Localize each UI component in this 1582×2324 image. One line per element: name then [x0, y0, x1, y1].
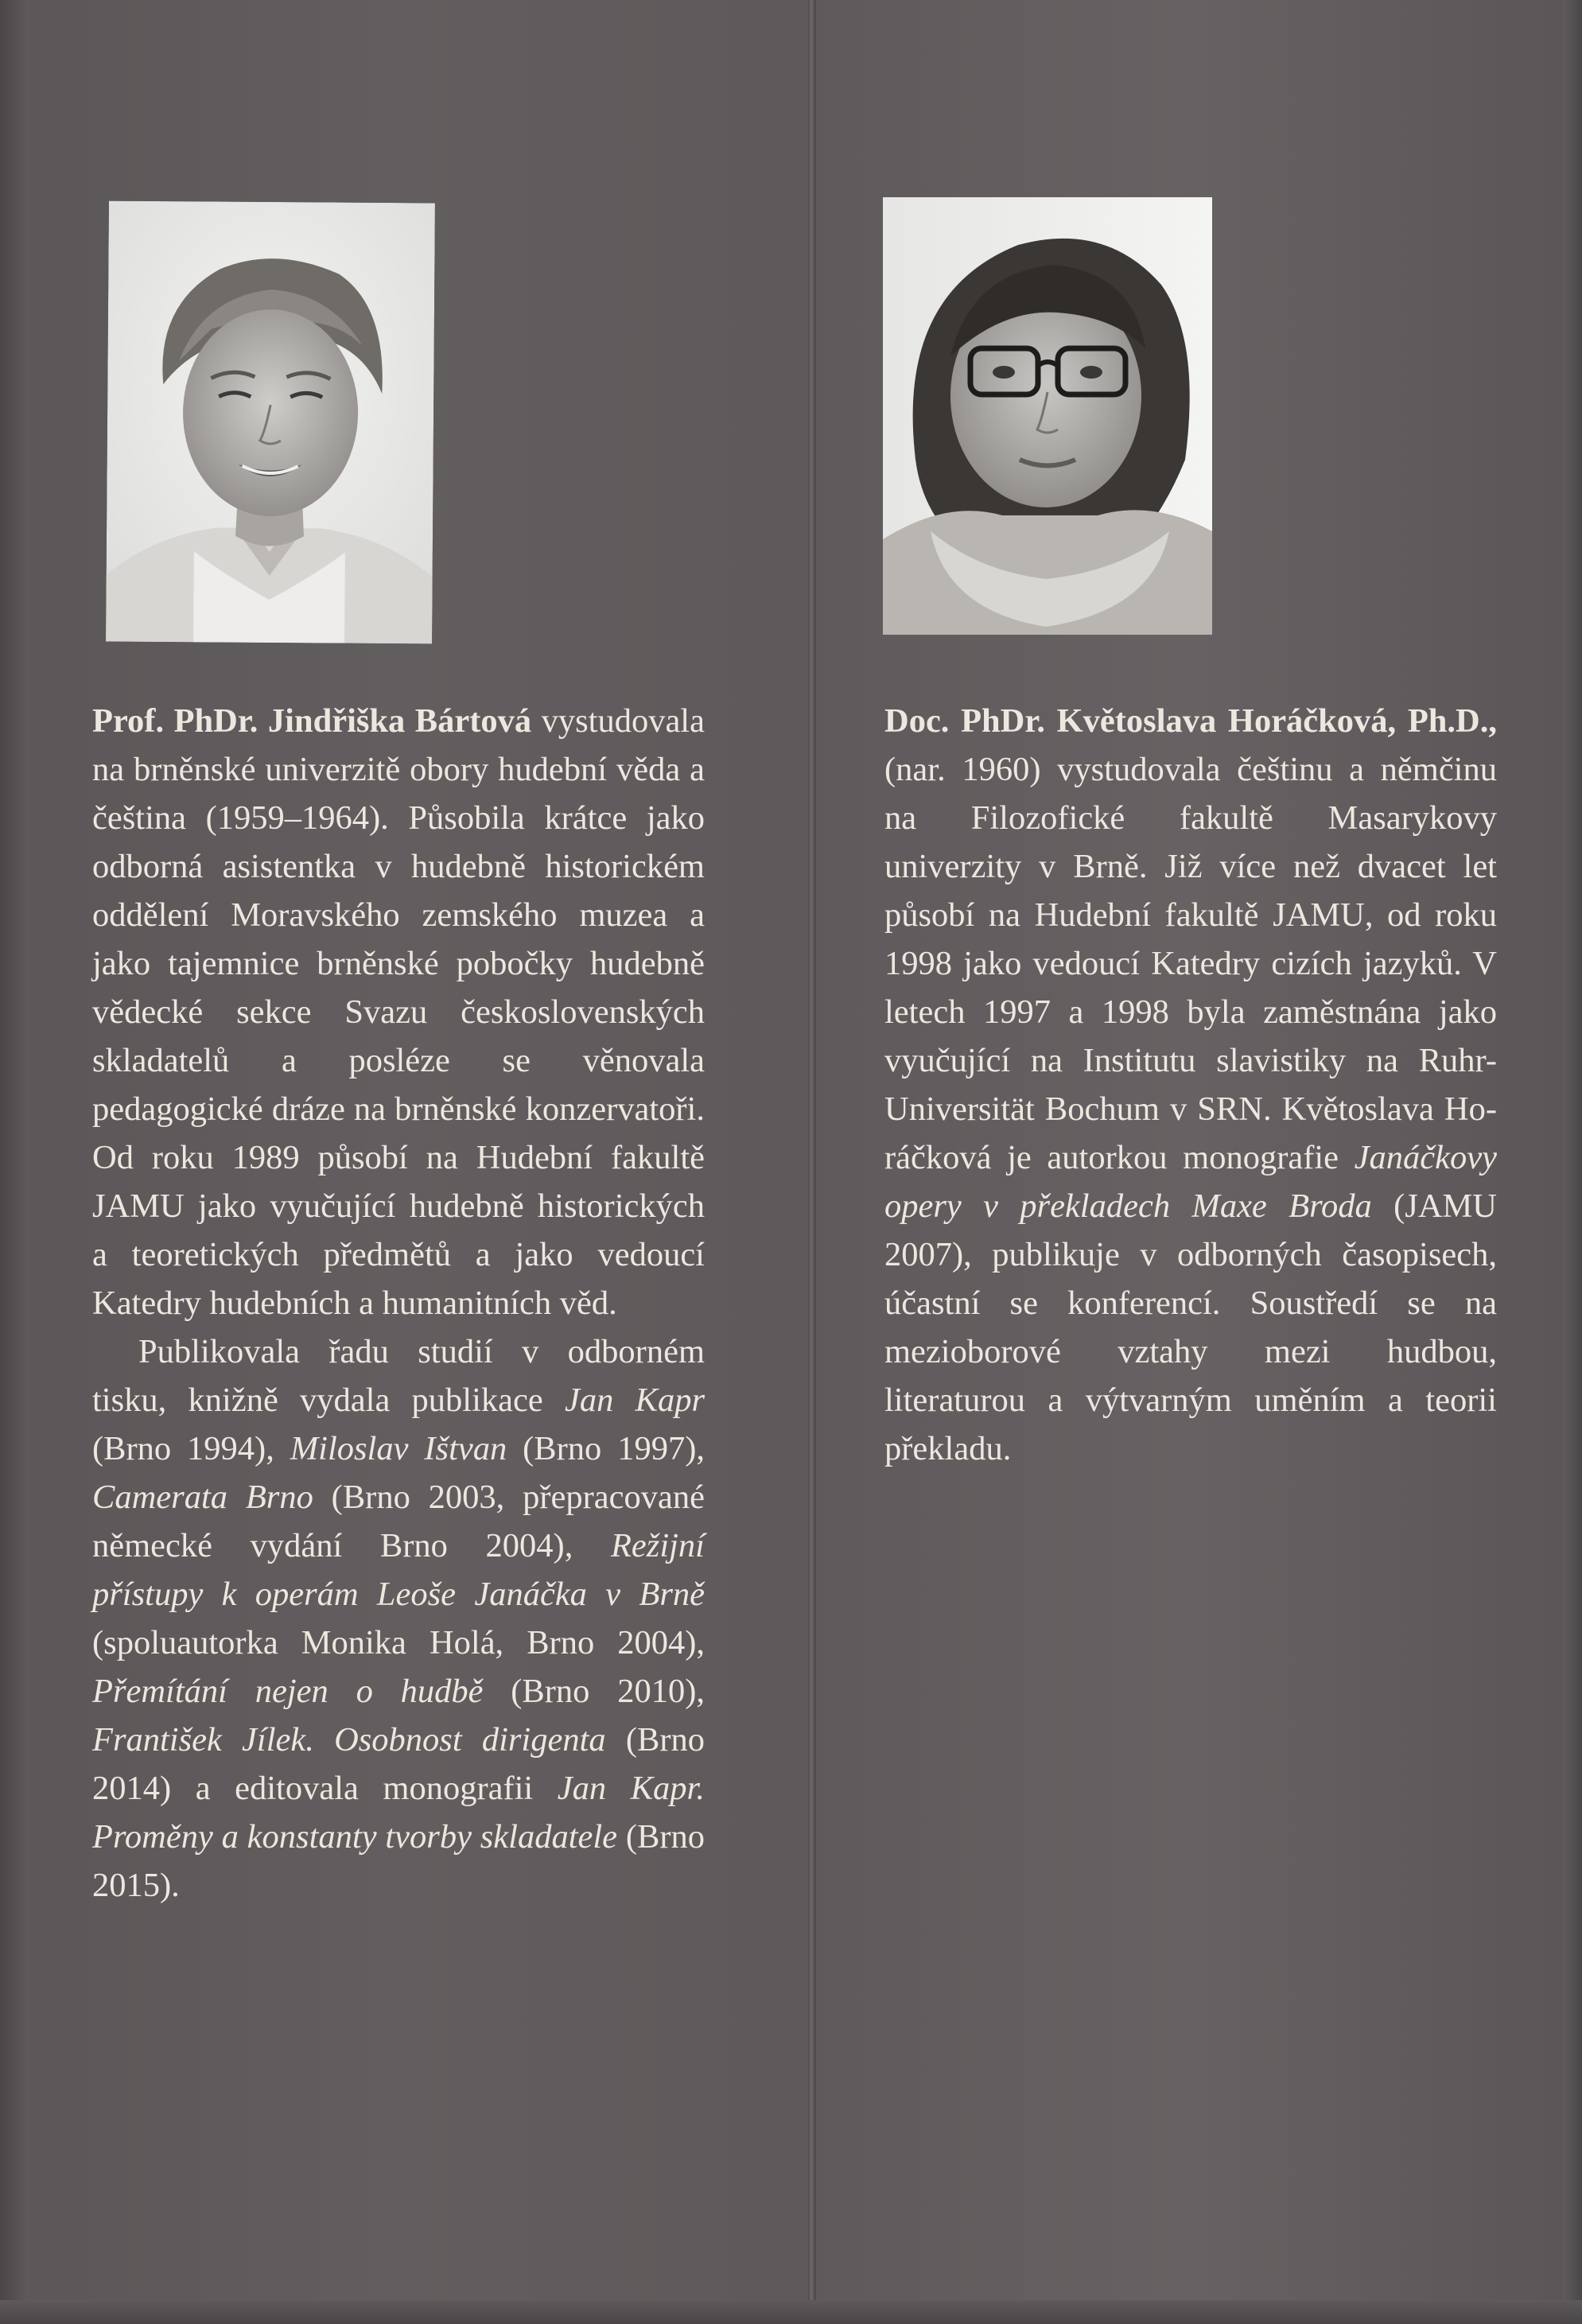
publication-title: Miloslav Ištvan: [290, 1430, 507, 1467]
author-photo-bartova: [106, 201, 435, 644]
publication-title: František Jílek. Osobnost dirigenta: [92, 1721, 606, 1759]
publication-title: Jan Kapr: [565, 1382, 705, 1419]
cover-left-edge: [0, 0, 29, 2324]
publication-title: Jan Kapr. Proměny a konstanty tvorby skladatele: [92, 1770, 705, 1856]
bio-text: (JAMU 2007), publikuje v odborných časopisech, účastní se konferencí. Soustředí se na mezioborové vztahy mezi hudbou, literaturou a výtvarným uměním a teorii překladu.: [884, 1187, 1497, 1467]
portrait-image: [106, 201, 435, 644]
author-name: Prof. PhDr. Jindřiška Bártová: [92, 702, 532, 740]
bio-text: (Brno 1997),: [507, 1430, 705, 1467]
author-photo-horackova: [883, 197, 1212, 635]
bio-text: (nar. 1960) vystudovala češtinu a němčinu na Filozofické fakultě Masarykovy univerzity v Brně. Již více než dvacet let působí na Hudební fakultě JAMU, od roku 1998 jako vedoucí Katedry cizích jazyků. V letech 1997 a 1998 byla zaměstnána jako vyučující na Institutu slavistiky na Ruhr-Universität Bochum v SRN. Květoslava Horáčková je autorkou monografie: [884, 751, 1497, 1176]
bio-text: (Brno 2014) a editovala monografii: [92, 1721, 705, 1807]
author-bio-bartova: [92, 697, 705, 1910]
bio-text: (Brno 1994),: [92, 1430, 290, 1467]
portrait-image: [883, 197, 1212, 635]
bio-paragraph: [92, 1327, 705, 1910]
author-name: Doc. PhDr. Květoslava Horáčková, Ph.D.,: [884, 702, 1497, 740]
author-bio-horackova: [884, 697, 1497, 1473]
bio-text: vystudovala na brněnské univerzitě obory hudební věda a čeština (1959–1964). Působila krátce jako odborná asistentka v hudebně historickém oddělení Moravského zemského muzea a jako tajemnice brněnské pobočky hudebně vědecké sekce Svazu československých skladatelů a posléze se věnovala pedagogické dráze na brněnské konzervatoři. Od roku 1989 působí na Hudební fakultě JAMU jako vyučující hudebně historických a teoretických předmětů a jako vedoucí Katedry hudebních a humanitních věd.: [92, 702, 705, 1322]
bio-paragraph: [884, 697, 1497, 1473]
bio-text: (Brno 2003, přepracované německé vydání Brno 2004),: [92, 1479, 705, 1564]
dust-jacket-fold: [808, 0, 816, 2324]
cover-right-edge: [1563, 0, 1582, 2324]
publication-title: Camerata Brno: [92, 1479, 313, 1516]
cover-bottom-edge: [0, 2300, 1582, 2324]
publication-title: Přemítání nejen o hudbě: [92, 1673, 484, 1710]
publication-title: Janáčkovy opery v překladech Maxe Broda: [884, 1139, 1497, 1225]
bio-text: Publikovala řadu studií v odborném tisku, knižně vydala publikace: [92, 1333, 705, 1419]
bio-text: (Brno 2015).: [92, 1818, 705, 1904]
bio-text: (spoluautorka Monika Holá, Brno 2004),: [92, 1624, 705, 1661]
publication-title: Režijní přístupy k operám Leoše Janáčka v Brně: [92, 1527, 705, 1613]
bio-paragraph: [92, 697, 705, 1327]
bio-text: (Brno 2010),: [483, 1673, 705, 1710]
